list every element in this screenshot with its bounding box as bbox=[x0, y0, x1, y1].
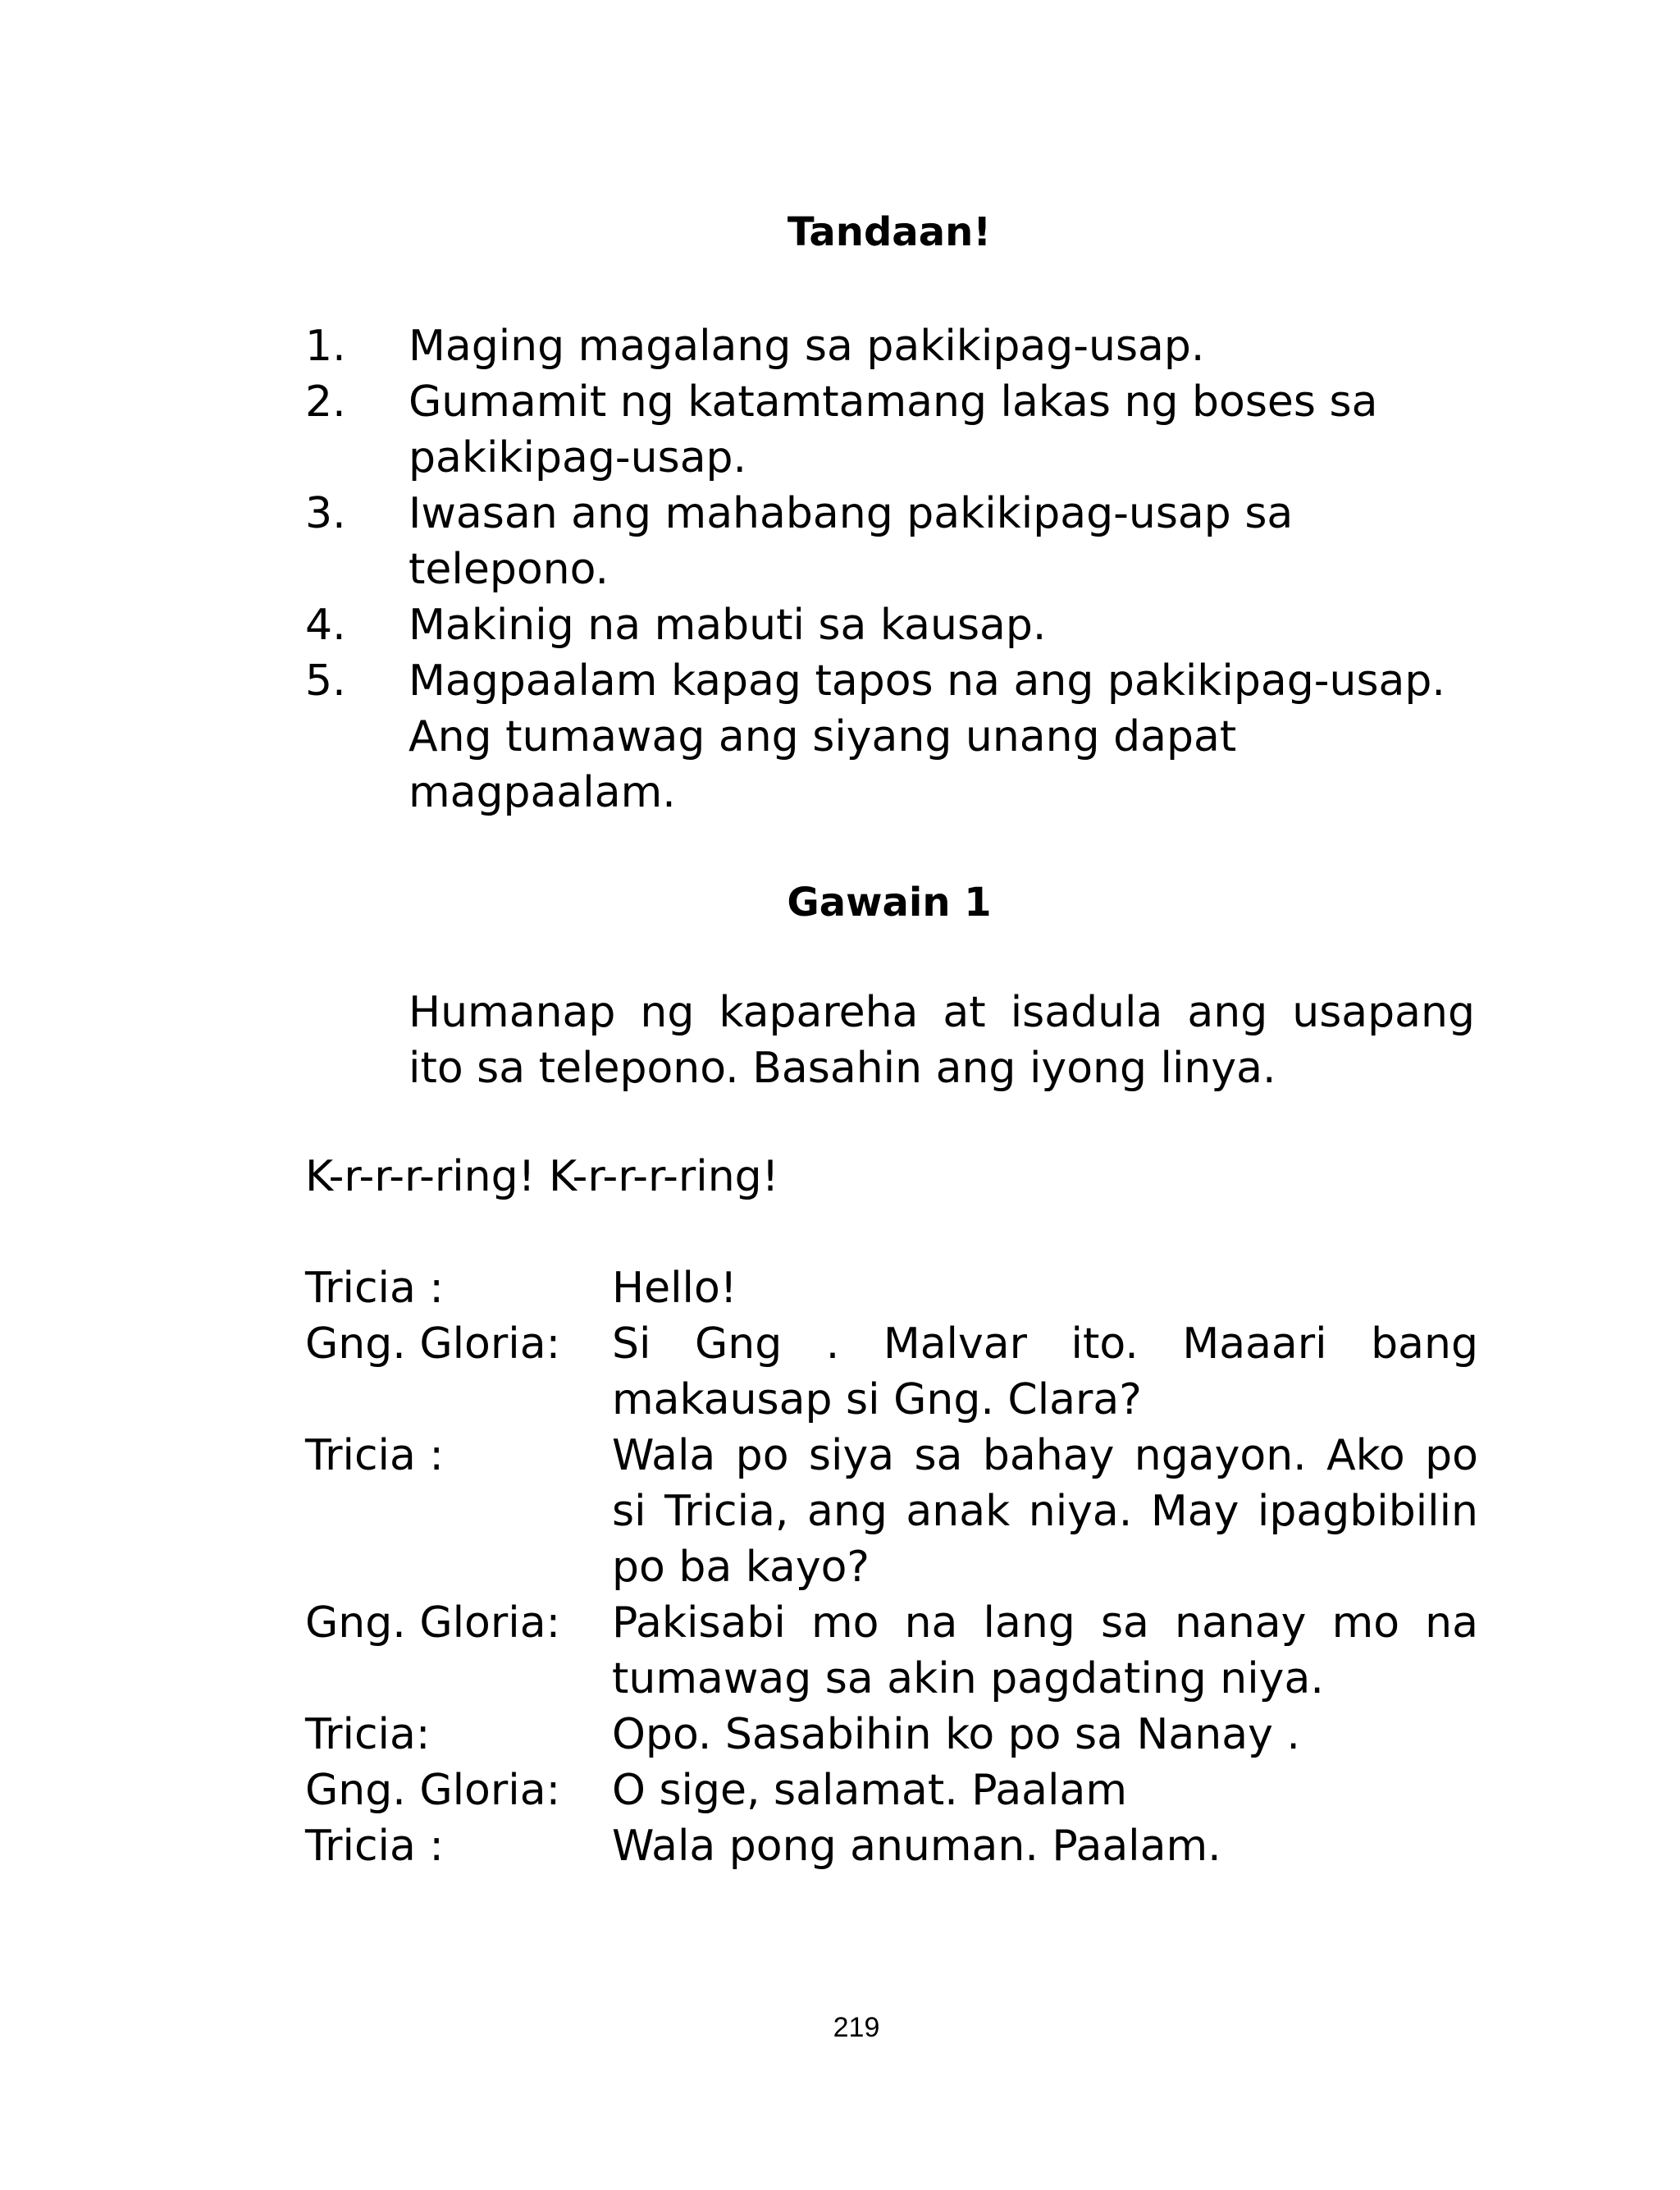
gawain-heading: Gawain 1 bbox=[787, 880, 992, 926]
speaker-name: Gng. Gloria: bbox=[305, 1766, 561, 1815]
dialogue bbox=[305, 1260, 1478, 1874]
list-item-number: 2. bbox=[305, 377, 346, 427]
dialogue-line: Si Gng . Malvar ito. Maaari bang makausap si Gng. Clara? bbox=[612, 1319, 1478, 1424]
dialogue-row bbox=[305, 1763, 1478, 1818]
list-item bbox=[305, 318, 1454, 374]
list-item-text: Maging magalang sa pakikipag-usap. bbox=[409, 322, 1205, 371]
list-item bbox=[305, 374, 1454, 486]
dialogue-line: Wala po siya sa bahay ngayon. Ako po si Tricia, ang anak niya. May ipagbibilin po ba kayo? bbox=[612, 1431, 1478, 1592]
list-item-number: 3. bbox=[305, 489, 346, 538]
tandaan-list bbox=[305, 318, 1454, 821]
speaker-name: Gng. Gloria: bbox=[305, 1319, 561, 1369]
list-item-number: 5. bbox=[305, 656, 346, 706]
phone-ring-text: K-r-r-r-ring! K-r-r-r-ring! bbox=[305, 1152, 779, 1201]
dialogue-row bbox=[305, 1260, 1478, 1316]
list-item-text: Magpaalam kapag tapos na ang pakikipag-usap. Ang tumawag ang siyang unang dapat magpaalam. bbox=[409, 656, 1445, 817]
dialogue-line: Pakisabi mo na lang sa nanay mo na tumawag sa akin pagdating niya. bbox=[612, 1598, 1478, 1703]
list-item-number: 1. bbox=[305, 322, 346, 371]
dialogue-line: Hello! bbox=[612, 1264, 737, 1313]
speaker-name: Gng. Gloria: bbox=[305, 1598, 561, 1648]
dialogue-row bbox=[305, 1428, 1478, 1595]
speaker-name: Tricia : bbox=[305, 1264, 444, 1313]
list-item bbox=[305, 597, 1454, 653]
dialogue-row bbox=[305, 1818, 1478, 1874]
speaker-name: Tricia: bbox=[305, 1710, 431, 1759]
speaker-name: Tricia : bbox=[305, 1822, 444, 1871]
list-item-text: Makinig na mabuti sa kausap. bbox=[409, 601, 1047, 650]
dialogue-row bbox=[305, 1595, 1478, 1707]
dialogue-line: Wala pong anuman. Paalam. bbox=[612, 1822, 1221, 1871]
dialogue-line: Opo. Sasabihin ko po sa Nanay . bbox=[612, 1710, 1300, 1759]
list-item bbox=[305, 486, 1454, 597]
dialogue-line: O sige, salamat. Paalam bbox=[612, 1766, 1128, 1815]
gawain-instructions: Humanap ng kapareha at isadula ang usapang ito sa telepono. Basahin ang iyong linya. bbox=[409, 988, 1475, 1093]
list-item-text: Iwasan ang mahabang pakikipag-usap sa telepono. bbox=[409, 489, 1294, 594]
list-item-number: 4. bbox=[305, 601, 346, 650]
speaker-name: Tricia : bbox=[305, 1431, 444, 1480]
list-item-text: Gumamit ng katamtamang lakas ng boses sa pakikipag-usap. bbox=[409, 377, 1378, 482]
dialogue-row bbox=[305, 1707, 1478, 1763]
page-number: 219 bbox=[833, 2012, 880, 2043]
tandaan-heading: Tandaan! bbox=[787, 209, 992, 255]
list-item bbox=[305, 653, 1454, 821]
dialogue-row bbox=[305, 1316, 1478, 1428]
